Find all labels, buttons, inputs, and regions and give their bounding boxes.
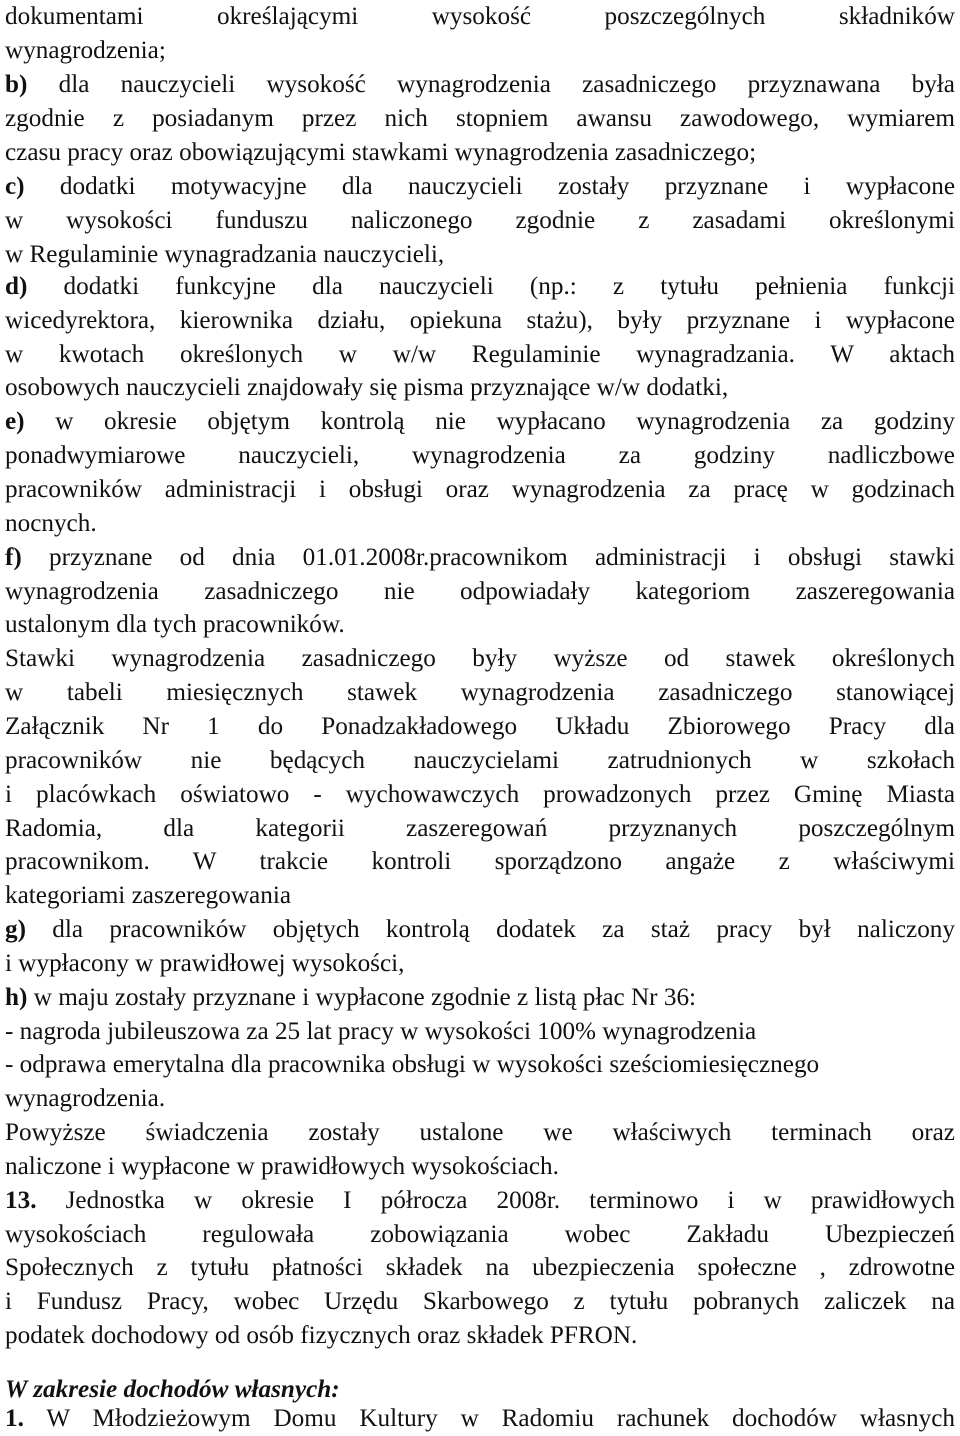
text-line — [5, 1048, 955, 1082]
line-text: wynagrodzenia. — [5, 1085, 166, 1112]
text-line — [5, 102, 955, 136]
list-item-e — [5, 405, 955, 439]
text-line — [5, 642, 955, 676]
list-item-c — [5, 170, 955, 204]
line-text: w maju zostały przyznane i wypłacone zgodnie z listą płac Nr 36: — [27, 984, 697, 1011]
line-text: dodatki motywacyjne dla nauczycieli zostały przyznane i wypłacone — [24, 173, 955, 200]
line-text: Radomia, dla kategorii zaszeregowań przyznanych poszczególnym — [5, 815, 955, 842]
text-line — [5, 371, 955, 405]
line-text: dla pracowników objętych kontrolą dodatek za staż pracy był naliczony — [25, 916, 955, 943]
list-item-d — [5, 270, 955, 304]
numbered-item-1 — [5, 1402, 955, 1436]
line-text: w tabeli miesięcznych stawek wynagrodzenia zasadniczego stanowiącej — [5, 679, 955, 706]
heading-text: W zakresie dochodów własnych: — [5, 1376, 340, 1403]
text-line — [5, 1015, 955, 1049]
line-text: Załącznik Nr 1 do Ponadzakładowego Układu Zbiorowego Pracy dla — [5, 713, 955, 740]
text-line — [5, 744, 955, 778]
text-line — [5, 812, 955, 846]
text-line — [5, 507, 955, 541]
text-line — [5, 338, 955, 372]
line-text: i wypłacony w prawidłowej wysokości, — [5, 950, 405, 977]
line-text: pracowników administracji i obsługi oraz wynagrodzenia za pracę w godzinach — [5, 476, 955, 503]
text-line — [5, 710, 955, 744]
line-text: W Młodzieżowym Domu Kultury w Radomiu rachunek dochodów własnych — [23, 1405, 955, 1432]
list-label: f) — [5, 544, 22, 571]
line-text: wynagrodzenia; — [5, 37, 166, 64]
text-line — [5, 1150, 955, 1184]
list-label: h) — [5, 984, 28, 1011]
text-line — [5, 1116, 955, 1150]
text-line — [5, 0, 955, 34]
text-line — [5, 676, 955, 710]
list-item-h — [5, 981, 955, 1015]
line-text: Społecznych z tytułu płatności składek na ubezpieczenia społeczne , zdrowotne — [5, 1254, 955, 1281]
line-text: Stawki wynagrodzenia zasadniczego były wyższe od stawek określonych — [5, 645, 955, 672]
line-text: i Fundusz Pracy, wobec Urzędu Skarbowego z tytułu pobranych zaliczek na — [5, 1288, 955, 1315]
text-line — [5, 204, 955, 238]
line-text: w kwotach określonych w w/w Regulaminie wynagradzania. W aktach — [5, 341, 955, 368]
line-text: przyznane od dnia 01.01.2008r.pracownikom administracji i obsługi stawki — [21, 544, 955, 571]
line-text: i placówkach oświatowo - wychowawczych prowadzonych przez Gminę Miasta — [5, 781, 955, 808]
text-line — [5, 1218, 955, 1252]
text-line — [5, 879, 955, 913]
text-line — [5, 1319, 955, 1353]
text-line — [5, 304, 955, 338]
line-text: ponadwymiarowe nauczycieli, wynagrodzenia za godziny nadliczbowe — [5, 442, 955, 469]
line-text: pracownikom. W trakcie kontroli sporządzono angaże z właściwymi — [5, 848, 955, 875]
text-line — [5, 1285, 955, 1319]
text-line — [5, 778, 955, 812]
line-text: kategoriami zaszeregowania — [5, 882, 292, 909]
line-text: nocnych. — [5, 510, 97, 537]
list-item-g — [5, 913, 955, 947]
text-line — [5, 608, 955, 642]
text-line — [5, 947, 955, 981]
line-text: Powyższe świadczenia zostały ustalone we właściwych terminach oraz — [5, 1119, 955, 1146]
line-text: ustalonym dla tych pracowników. — [5, 611, 345, 638]
text-line — [5, 575, 955, 609]
text-line — [5, 34, 955, 68]
line-text: naliczone i wypłacone w prawidłowych wysokościach. — [5, 1153, 559, 1180]
text-line — [5, 439, 955, 473]
line-text: zgodnie z posiadanym przez nich stopniem awansu zawodowego, wymiarem — [5, 105, 955, 132]
list-label: g) — [5, 916, 26, 943]
list-item-f — [5, 541, 955, 575]
line-text: osobowych nauczycieli znajdowały się pisma przyznające w/w dodatki, — [5, 374, 729, 401]
numbered-item-13 — [5, 1184, 955, 1218]
line-text: czasu pracy oraz obowiązującymi stawkami wynagrodzenia zasadniczego; — [5, 139, 757, 166]
text-line — [5, 1251, 955, 1285]
line-text: w okresie objętym kontrolą nie wypłacano wynagrodzenia za godziny — [24, 408, 955, 435]
list-label: b) — [5, 71, 28, 98]
list-label: e) — [5, 408, 25, 435]
text-line — [5, 136, 955, 170]
list-label: c) — [5, 173, 25, 200]
line-text: dokumentami określającymi wysokość poszczególnych składników — [5, 3, 955, 30]
line-text: - nagroda jubileuszowa za 25 lat pracy w wysokości 100% wynagrodzenia — [5, 1018, 757, 1045]
line-text: pracowników nie będących nauczycielami zatrudnionych w szkołach — [5, 747, 955, 774]
list-label: 1. — [5, 1405, 24, 1432]
text-line — [5, 238, 955, 272]
line-text: wicedyrektora, kierownika działu, opiekuna stażu), były przyznane i wypłacone — [5, 307, 955, 334]
line-text: wysokościach regulowała zobowiązania wobec Zakładu Ubezpieczeń — [5, 1221, 955, 1248]
line-text: Jednostka w okresie I półrocza 2008r. terminowo i w prawidłowych — [36, 1187, 955, 1214]
list-label: d) — [5, 273, 28, 300]
line-text: dla nauczycieli wysokość wynagrodzenia zasadniczego przyznawana była — [27, 71, 955, 98]
text-line — [5, 473, 955, 507]
line-text: w wysokości funduszu naliczonego zgodnie z zasadami określonymi — [5, 207, 955, 234]
line-text: w Regulaminie wynagradzania nauczycieli, — [5, 241, 445, 268]
text-line — [5, 845, 955, 879]
line-text: - odprawa emerytalna dla pracownika obsługi w wysokości sześciomiesięcznego — [5, 1051, 820, 1078]
line-text: podatek dochodowy od osób fizycznych oraz składek PFRON. — [5, 1322, 638, 1349]
line-text: wynagrodzenia zasadniczego nie odpowiadały kategoriom zaszeregowania — [5, 578, 955, 605]
list-label: 13. — [5, 1187, 37, 1214]
list-item-b — [5, 68, 955, 102]
line-text: dodatki funkcyjne dla nauczycieli (np.: z tytułu pełnienia funkcji — [27, 273, 955, 300]
text-line — [5, 1082, 955, 1116]
